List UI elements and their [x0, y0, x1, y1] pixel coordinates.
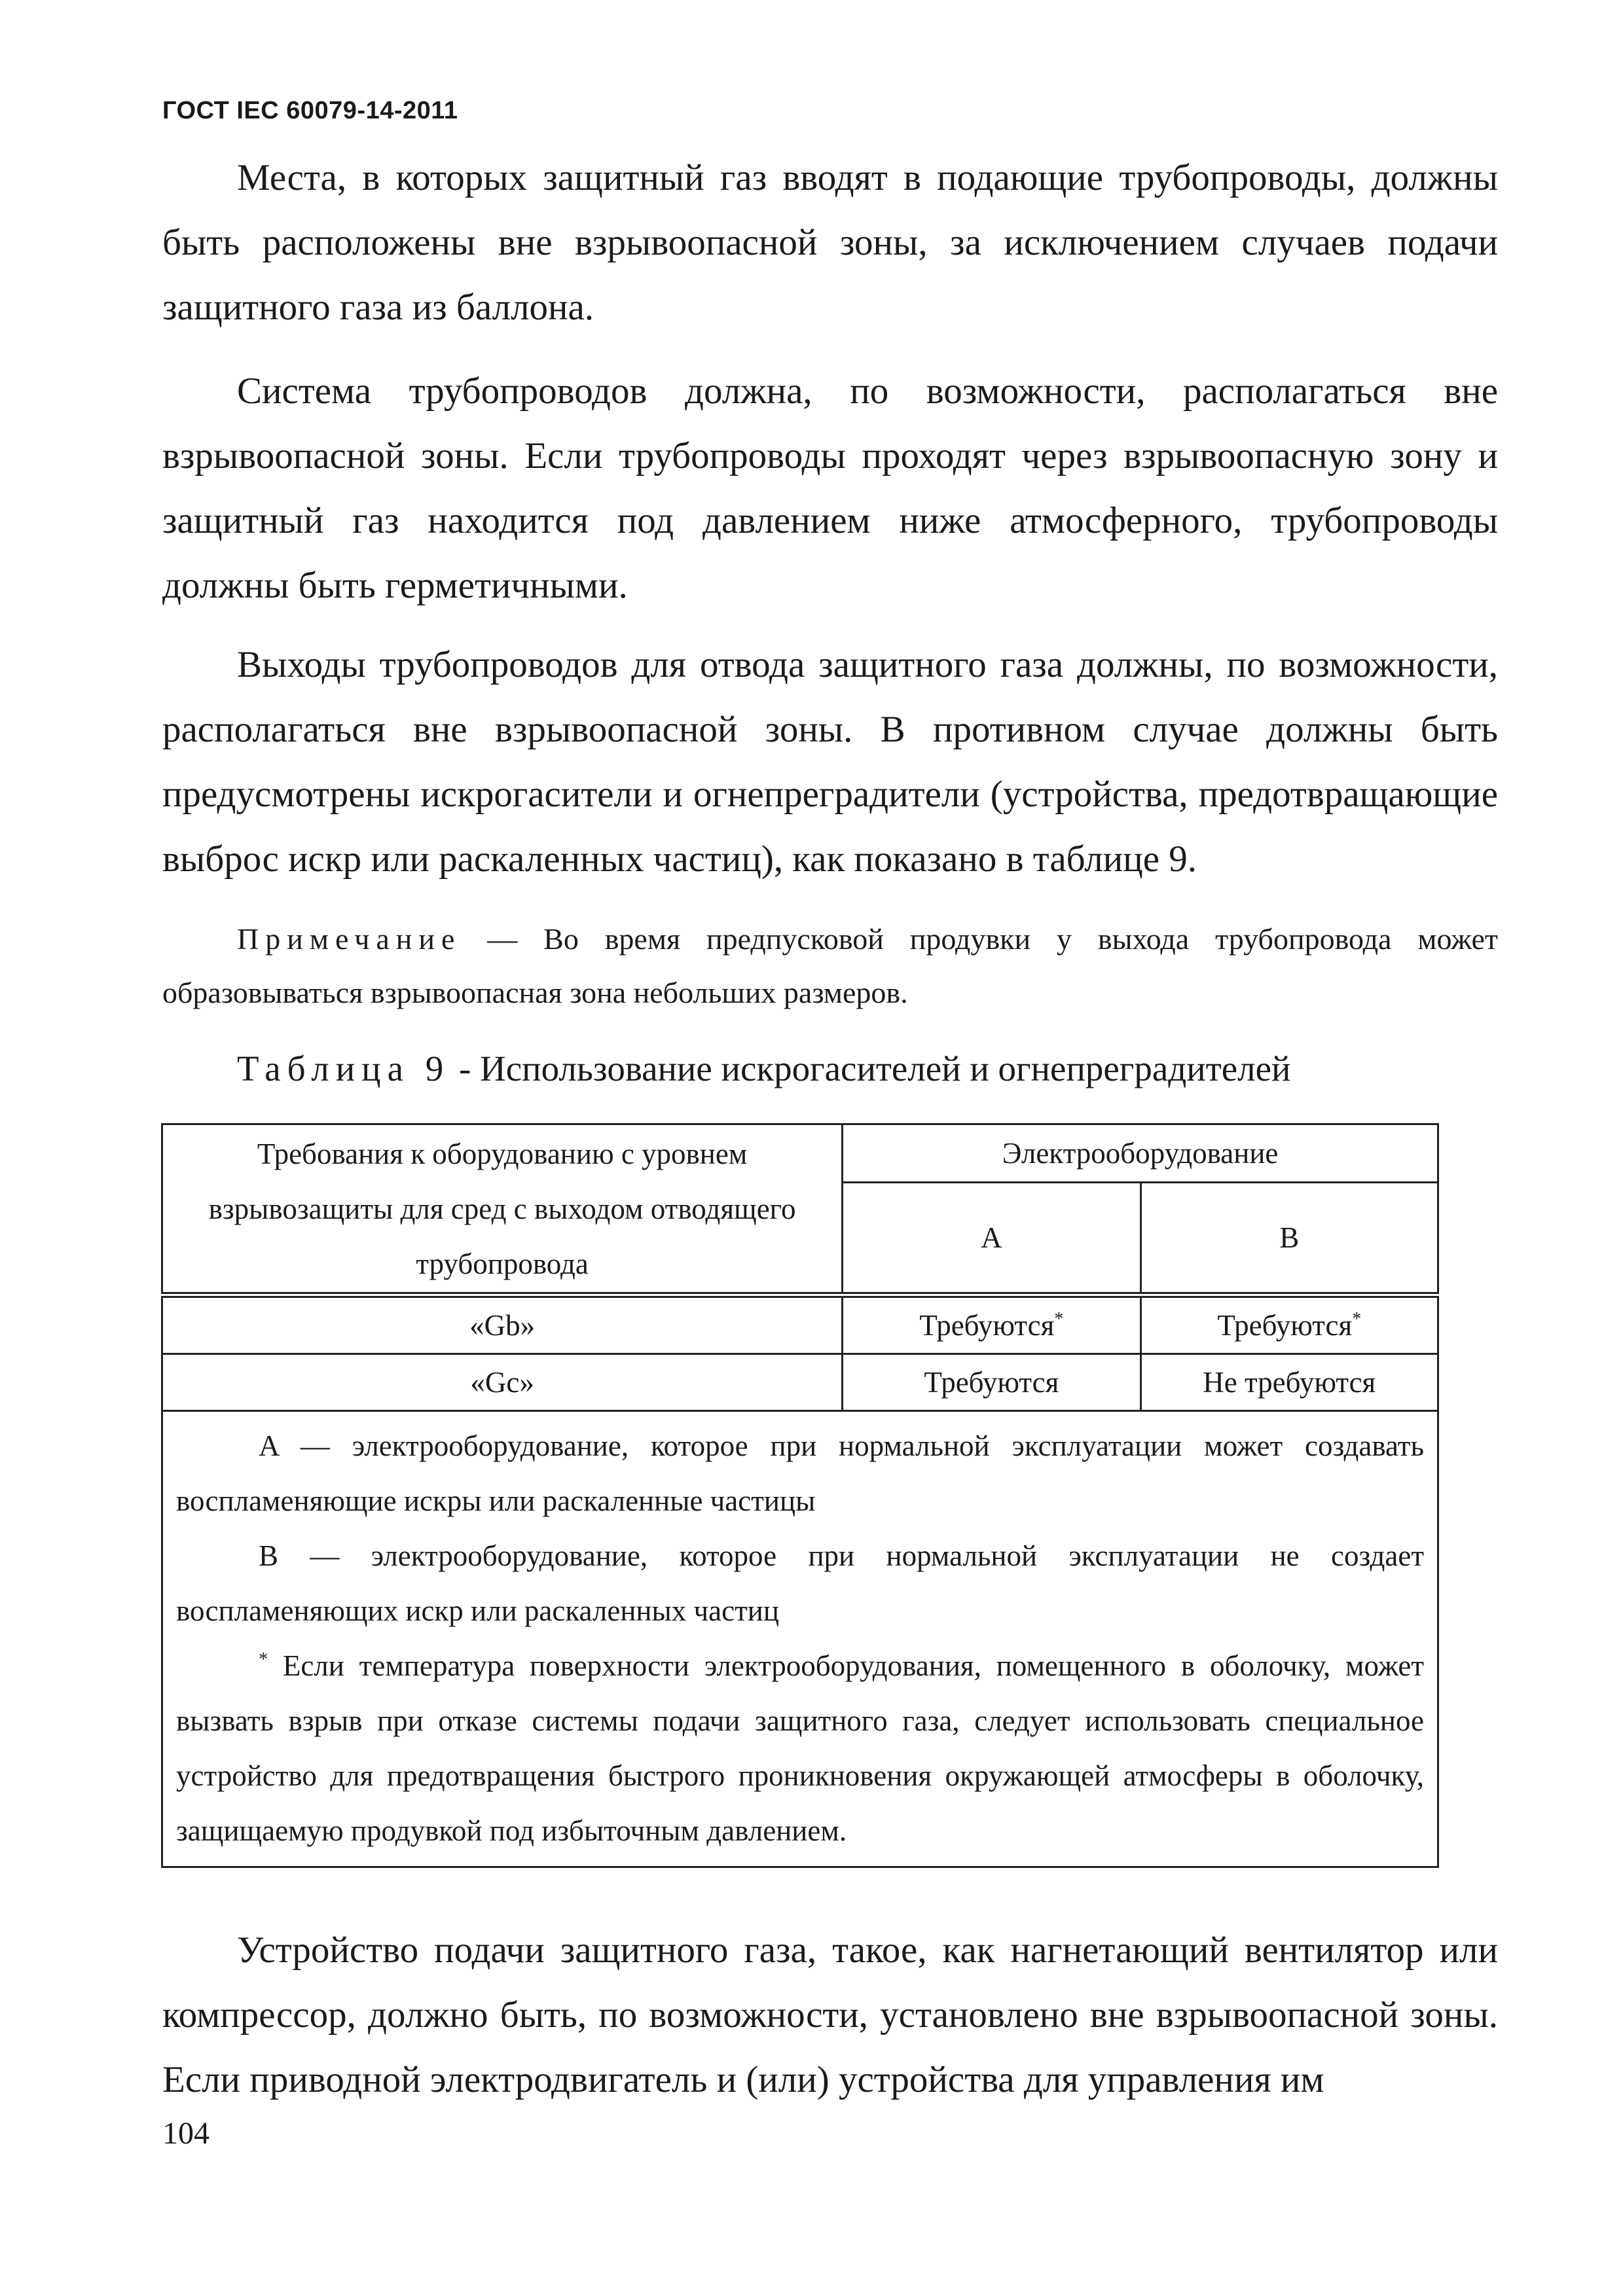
- table-caption-label: Таблица 9: [237, 1049, 450, 1088]
- note-equipment-b: B — электрооборудование, которое при нормальной эксплуатации не создает воспламеняющих искр или раскаленных частиц: [176, 1539, 1424, 1627]
- row-b-value: Не требуются: [1203, 1366, 1376, 1399]
- table-header-row: [162, 1124, 1438, 1183]
- header-col-a: A: [843, 1183, 1140, 1295]
- paragraph-gas-supply-device: Устройство подачи защитного газа, такое, как нагнетающий вентилятор или компрессор, должно быть, по возможности, установлено вне взрывоопасной зоны. Если приводной электродвигатель и (или) устройства для управления им: [162, 1929, 1498, 2100]
- row-a-value: Требуются: [919, 1309, 1055, 1342]
- table-notes: [162, 1411, 1438, 1867]
- table-row: [162, 1354, 1438, 1411]
- row-b: [1140, 1354, 1438, 1411]
- row-b: [1140, 1295, 1438, 1354]
- row-a-value: Требуются: [924, 1366, 1059, 1399]
- footnote-mark: *: [1352, 1309, 1362, 1329]
- footnote-mark: *: [1054, 1309, 1064, 1329]
- row-level: «Gc»: [162, 1354, 843, 1411]
- row-a: [843, 1295, 1140, 1354]
- footnote-star: [176, 1638, 1424, 1858]
- header-equipment: Электрооборудование: [843, 1124, 1438, 1183]
- table-row: [162, 1295, 1438, 1354]
- table-notes-row: [162, 1411, 1438, 1867]
- note-text: Во время предпусковой продувки у выхода трубопровода может образовываться взрывоопасная зона небольших размеров.: [162, 922, 1498, 1009]
- row-level: «Gb»: [162, 1295, 843, 1354]
- footnote-star-mark: *: [259, 1649, 268, 1670]
- standard-header: ГОСТ IEC 60079-14-2011: [162, 97, 458, 124]
- row-b-value: Требуются: [1217, 1309, 1353, 1342]
- note-equipment-a: A — электрооборудование, которое при нормальной эксплуатации может создавать воспламеняющие искры или раскаленные частицы: [176, 1429, 1424, 1517]
- paragraph-gas-inlet: Места, в которых защитный газ вводят в подающие трубопроводы, должны быть расположены вне взрывоопасной зоны, за исключением случаев подачи защитного газа из баллона.: [162, 157, 1498, 328]
- page-number: 104: [162, 2116, 210, 2151]
- paragraph-piping-system: Система трубопроводов должна, по возможности, располагаться вне взрывоопасной зоны. Если трубопроводы проходят через взрывоопасную зону и защитный газ находится под давлением ниже атмосферного, трубопроводы должны быть герметичными.: [162, 370, 1498, 606]
- header-requirements: Требования к оборудованию с уровнем взрывозащиты для сред с выходом отводящего трубопровода: [162, 1124, 843, 1295]
- note: [162, 912, 1498, 1020]
- note-label: Примечание: [237, 922, 462, 956]
- table-caption: [237, 1046, 1290, 1092]
- note-dash: —: [461, 922, 544, 956]
- table-caption-text: - Использование искрогасителей и огнепреградителей: [450, 1049, 1291, 1088]
- row-a: [843, 1354, 1140, 1411]
- table-spark-arresters: [161, 1123, 1439, 1868]
- header-col-b: B: [1140, 1183, 1438, 1295]
- paragraph-piping-outlets: Выходы трубопроводов для отвода защитного газа должны, по возможности, располагаться вне взрывоопасной зоны. В противном случае должны быть предусмотрены искрогасители и огнепреградители (устройства, предотвращающие выброс искр или раскаленных частиц), как показано в таблице 9.: [162, 644, 1498, 880]
- footnote-star-text: Если температура поверхности электрооборудования, помещенного в оболочку, может вызвать взрыв при отказе системы подачи защитного газа, следует использовать специальное устройство для предотвращения быстрого проникновения окружающей атмосферы в оболочку, защищаемую продувкой под избыточным давлением.: [176, 1649, 1424, 1847]
